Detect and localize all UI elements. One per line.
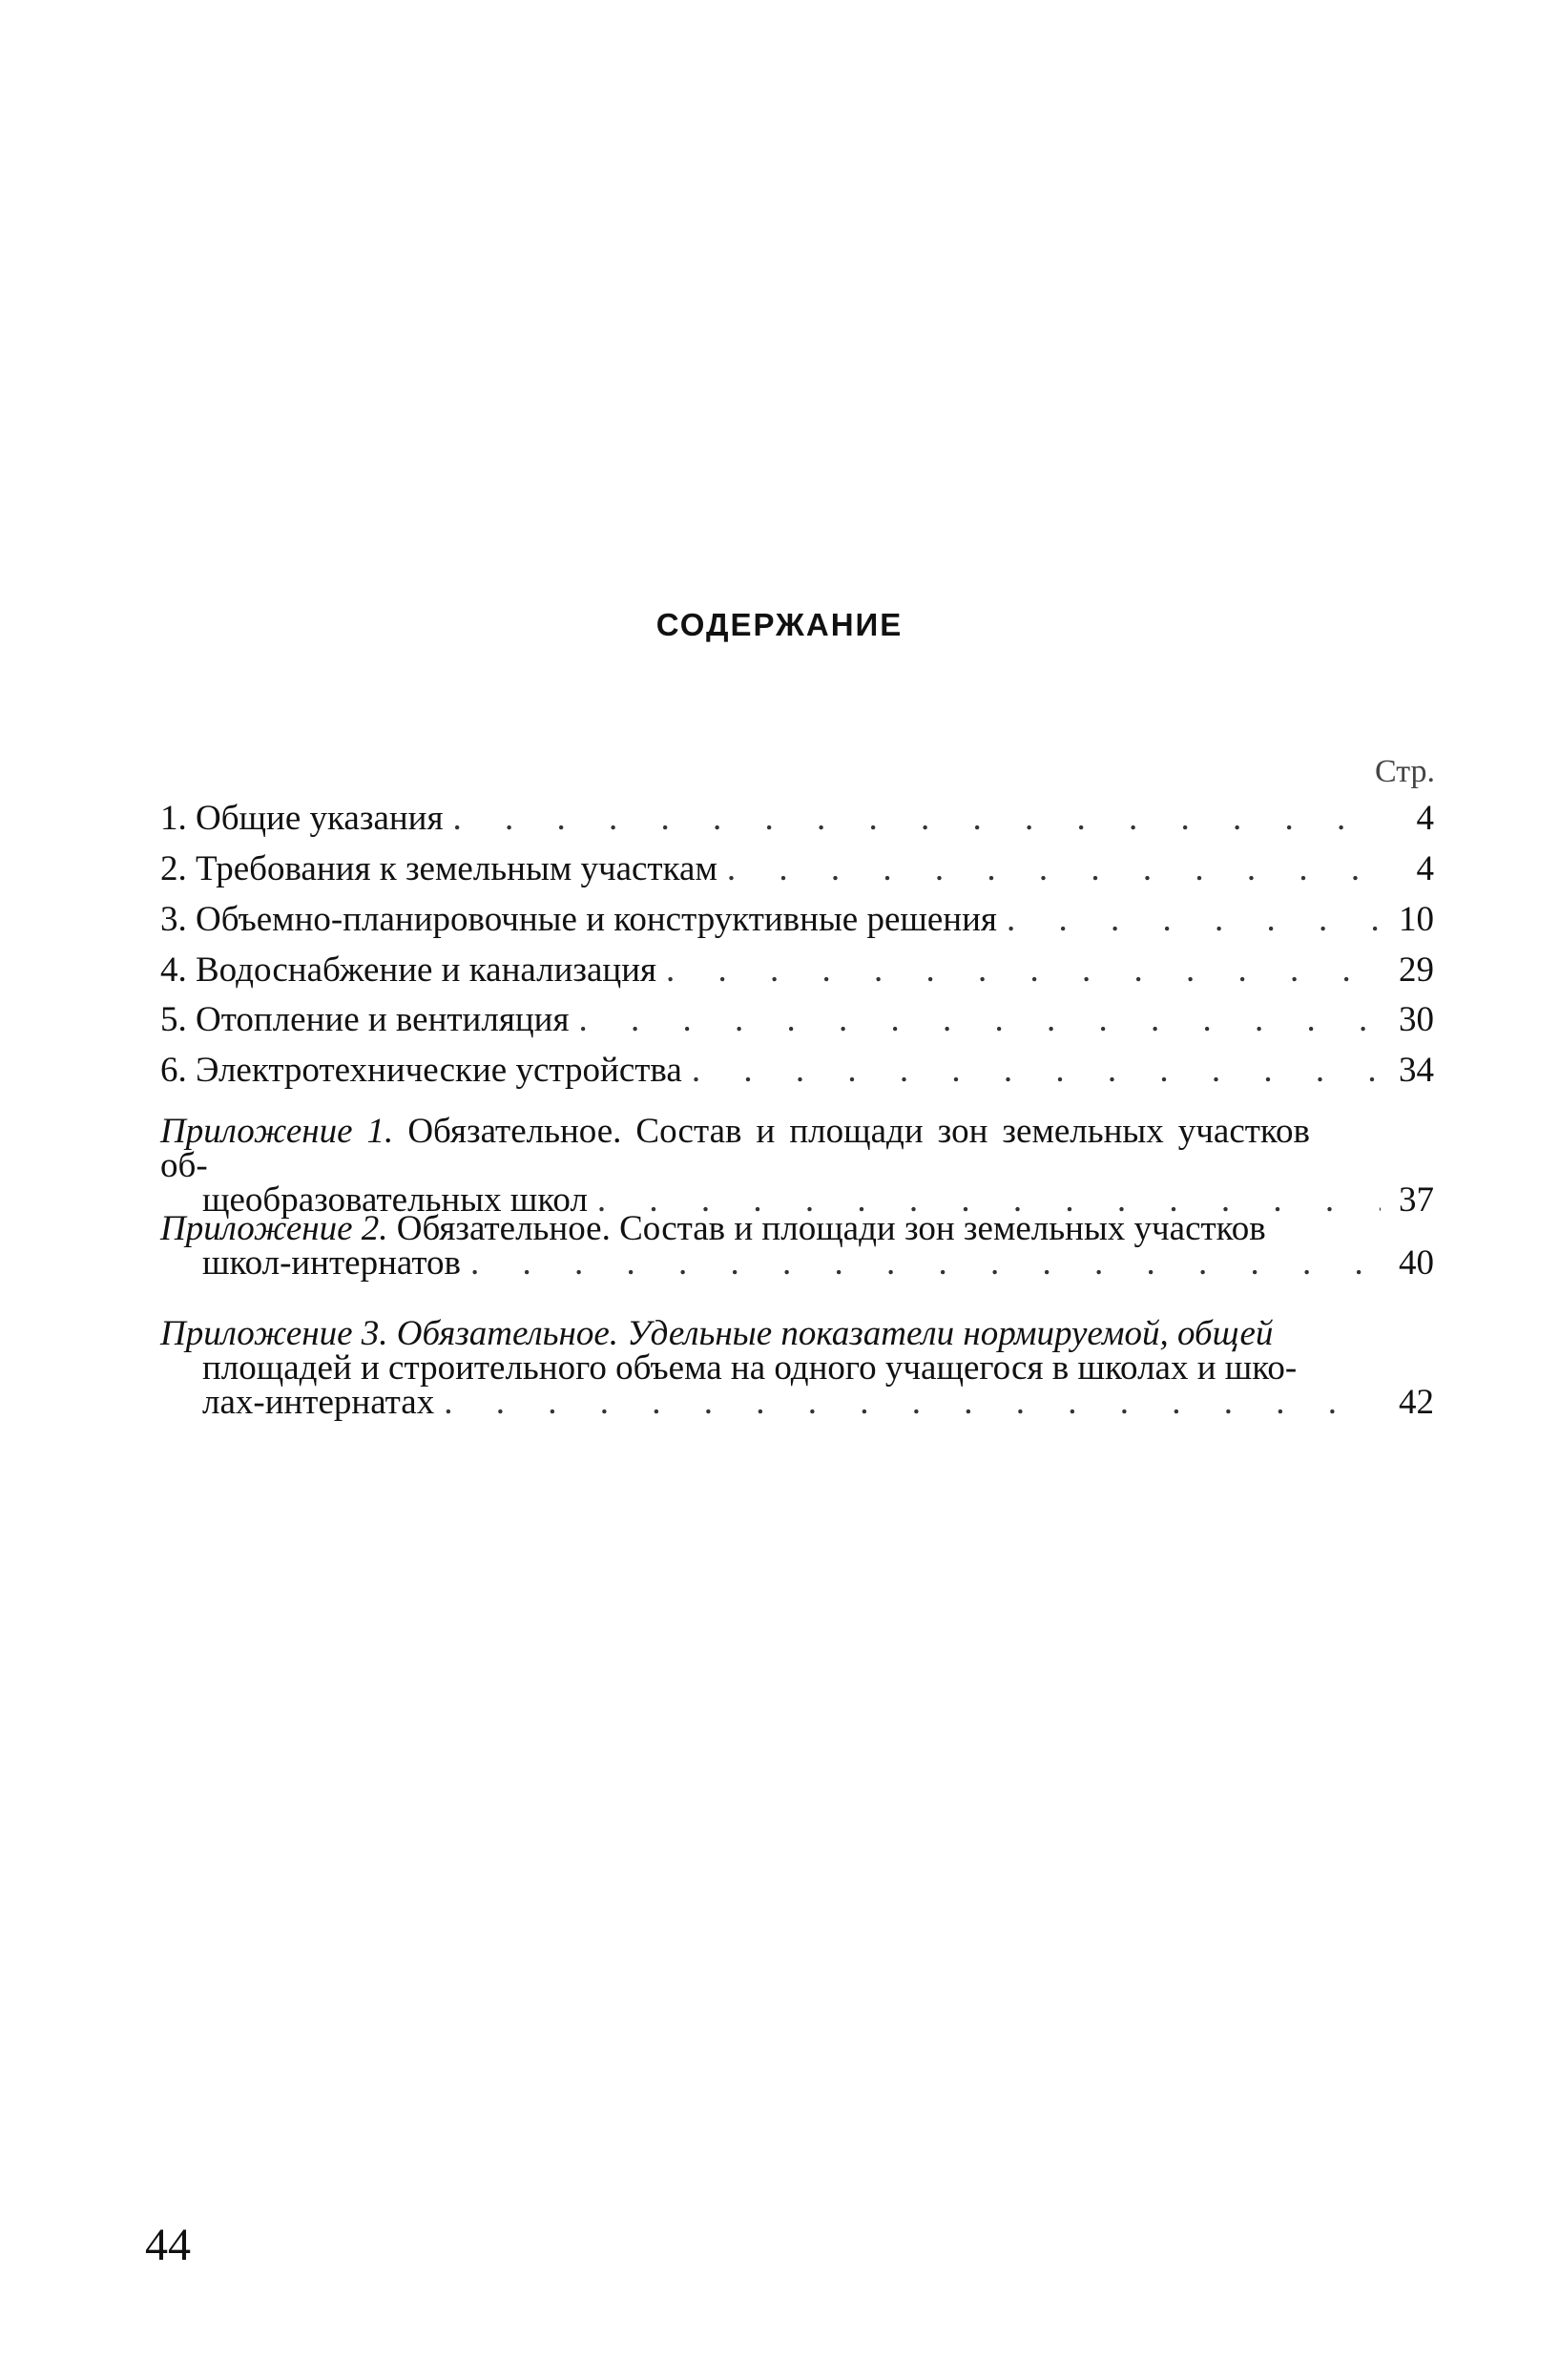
appendix-text: школ-интернатов — [202, 1243, 461, 1283]
toc-entry-4[interactable] — [160, 950, 1434, 990]
toc-entry-text: 5. Отопление и вентиляция — [160, 1000, 570, 1039]
toc-entry-2[interactable] — [160, 849, 1434, 888]
toc-entry-page: 37 — [1399, 1180, 1434, 1220]
appendix-text: площадей и строительного объема на одного учащегося в школах и шко- — [202, 1348, 1298, 1388]
toc-entry-page: 4 — [1416, 799, 1434, 838]
appendix-text: щеобразовательных школ — [202, 1180, 588, 1220]
appendix-text: Обязательное. Состав и площади зон земельных участков — [396, 1209, 1266, 1248]
appendix-label: Приложение 3. — [160, 1314, 388, 1353]
appendix-text: лах-интернатах — [202, 1383, 435, 1422]
toc-entry-text: 6. Электротехнические устройства — [160, 1051, 682, 1090]
dot-leader — [578, 1003, 1381, 1037]
toc-entry-page: 10 — [1399, 900, 1434, 939]
dot-leader — [470, 1246, 1381, 1281]
toc-entry-1[interactable] — [160, 799, 1434, 838]
appendix-label: Приложение 1. — [160, 1112, 394, 1151]
toc-entry-page: 4 — [1416, 849, 1434, 888]
toc-entry-page: 30 — [1399, 1000, 1434, 1039]
toc-appendix-3[interactable] — [160, 1314, 1434, 1422]
appendix-text: Обязательное. Состав и площади зон земельных участков об- — [160, 1112, 1310, 1185]
toc-entry-page: 40 — [1399, 1243, 1434, 1283]
toc-entry-3[interactable] — [160, 900, 1434, 939]
toc-entry-text: 4. Водоснабжение и канализация — [160, 950, 657, 990]
toc-entry-text: 3. Объемно-планировочные и конструктивные решения — [160, 900, 997, 939]
dot-leader — [666, 953, 1381, 988]
dot-leader — [692, 1054, 1381, 1088]
appendix-label: Приложение 2. — [160, 1209, 388, 1248]
toc-entry-5[interactable] — [160, 1000, 1434, 1039]
toc-entry-page: 42 — [1399, 1383, 1434, 1422]
toc-appendix-1[interactable] — [160, 1112, 1434, 1220]
page-column-label: Стр. — [1374, 754, 1435, 789]
contents-title: СОДЕРЖАНИЕ — [655, 607, 904, 642]
toc-entry-page: 34 — [1399, 1051, 1434, 1090]
dot-leader — [453, 802, 1381, 836]
toc-appendix-2[interactable] — [160, 1209, 1434, 1283]
dot-leader — [727, 852, 1381, 887]
toc-entry-text: 1. Общие указания — [160, 799, 444, 838]
toc-entry-6[interactable] — [160, 1051, 1434, 1090]
page-number: 44 — [145, 2220, 191, 2270]
toc-entry-page: 29 — [1399, 950, 1434, 990]
dot-leader — [1007, 903, 1381, 937]
dot-leader — [444, 1386, 1381, 1420]
appendix-text: Обязательное. Удельные показатели нормируемой, общей — [396, 1314, 1274, 1353]
toc-entry-text: 2. Требования к земельным участкам — [160, 849, 717, 888]
